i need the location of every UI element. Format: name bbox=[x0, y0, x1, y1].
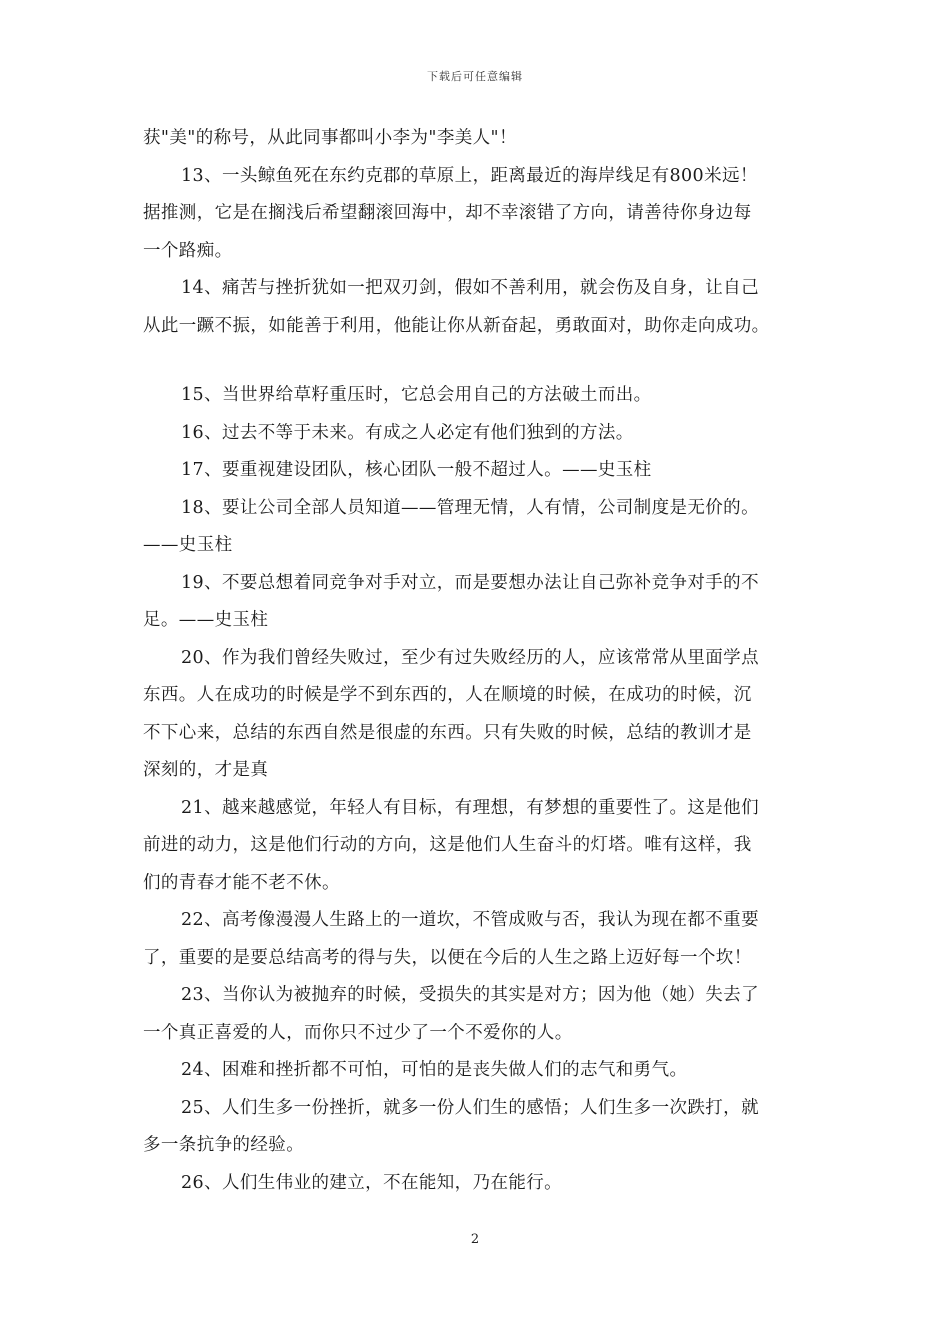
page-number: 2 bbox=[470, 1232, 480, 1247]
text-line: 21、越来越感觉，年轻人有目标，有理想，有梦想的重要性了。这是他们 bbox=[181, 797, 759, 818]
text-line: 25、人们生多一份挫折，就多一份人们生的感悟；人们生多一次跌打，就 bbox=[181, 1097, 759, 1118]
page-header: 下载后可任意编辑 bbox=[427, 70, 523, 83]
text-line: 从此一蹶不振，如能善于利用，他能让你从新奋起，勇敢面对，助你走向成功。 bbox=[143, 315, 770, 336]
paragraph-17 bbox=[143, 452, 823, 490]
text-line: 20、作为我们曾经失败过，至少有过失败经历的人，应该常常从里面学点 bbox=[181, 647, 759, 668]
paragraph-16 bbox=[143, 415, 823, 453]
text-line: 23、当你认为被抛弃的时候，受损失的其实是对方；因为他（她）失去了 bbox=[181, 985, 759, 1005]
text-line: 19、不要总想着同竞争对手对立，而是要想办法让自己弥补竞争对手的不 bbox=[181, 572, 759, 593]
text-line: 获"美"的称号，从此同事都叫小李为"李美人"！ bbox=[143, 128, 517, 148]
paragraph-13 bbox=[143, 158, 823, 271]
document-body bbox=[143, 120, 823, 1202]
paragraph-continuation bbox=[143, 120, 823, 158]
text-line: 东西。人在成功的时候是学不到东西的，人在顺境的时候，在成功的时候，沉 bbox=[143, 685, 752, 705]
paragraph-21 bbox=[143, 790, 823, 903]
text-line: 不下心来，总结的东西自然是很虚的东西。只有失败的时候，总结的教训才是 bbox=[143, 722, 752, 743]
text-line: 14、痛苦与挫折犹如一把双刃剑，假如不善利用，就会伤及自身，让自己 bbox=[181, 278, 759, 298]
paragraph-24 bbox=[143, 1052, 823, 1090]
paragraph-19 bbox=[143, 565, 823, 640]
text-line: 一个路痴。 bbox=[143, 240, 233, 261]
text-line: 足。——史玉柱 bbox=[143, 610, 269, 630]
paragraph-20 bbox=[143, 640, 823, 790]
text-line: 18、要让公司全部人员知道——管理无情，人有情，公司制度是无价的。 bbox=[181, 497, 759, 518]
text-line: 22、高考像漫漫人生路上的一道坎，不管成败与否，我认为现在都不重要 bbox=[181, 910, 759, 930]
paragraph-15 bbox=[143, 377, 823, 415]
blank-gap bbox=[143, 345, 823, 377]
paragraph-22 bbox=[143, 902, 823, 977]
text-line: 16、过去不等于未来。有成之人必定有他们独到的方法。 bbox=[181, 422, 634, 443]
text-line: ——史玉柱 bbox=[143, 535, 233, 555]
text-line: 一个真正喜爱的人，而你只不过少了一个不爱你的人。 bbox=[143, 1022, 573, 1043]
text-line: 13、一头鲸鱼死在东约克郡的草原上，距离最近的海岸线足有800米远！ bbox=[181, 165, 758, 186]
paragraph-25 bbox=[143, 1090, 823, 1165]
paragraph-14 bbox=[143, 270, 823, 345]
paragraph-23 bbox=[143, 977, 823, 1052]
text-line: 17、要重视建设团队，核心团队一般不超过人。——史玉柱 bbox=[181, 460, 652, 480]
text-line: 24、困难和挫折都不可怕，可怕的是丧失做人们的志气和勇气。 bbox=[181, 1060, 688, 1080]
text-line: 15、当世界给草籽重压时，它总会用自己的方法破土而出。 bbox=[181, 385, 652, 405]
text-line: 前进的动力，这是他们行动的方向，这是他们人生奋斗的灯塔。唯有这样，我 bbox=[143, 835, 752, 855]
text-line: 26、人们生伟业的建立，不在能知，乃在能行。 bbox=[181, 1172, 563, 1193]
text-line: 多一条抗争的经验。 bbox=[143, 1135, 305, 1155]
text-line: 据推测，它是在搁浅后希望翻滚回海中，却不幸滚错了方向，请善待你身边每 bbox=[143, 203, 752, 223]
paragraph-26 bbox=[143, 1165, 823, 1203]
text-line: 了，重要的是要总结高考的得与失，以便在今后的人生之路上迈好每一个坎！ bbox=[143, 947, 752, 968]
text-line: 们的青春才能不老不休。 bbox=[143, 872, 340, 893]
text-line: 深刻的，才是真 bbox=[143, 760, 269, 780]
paragraph-18 bbox=[143, 490, 823, 565]
